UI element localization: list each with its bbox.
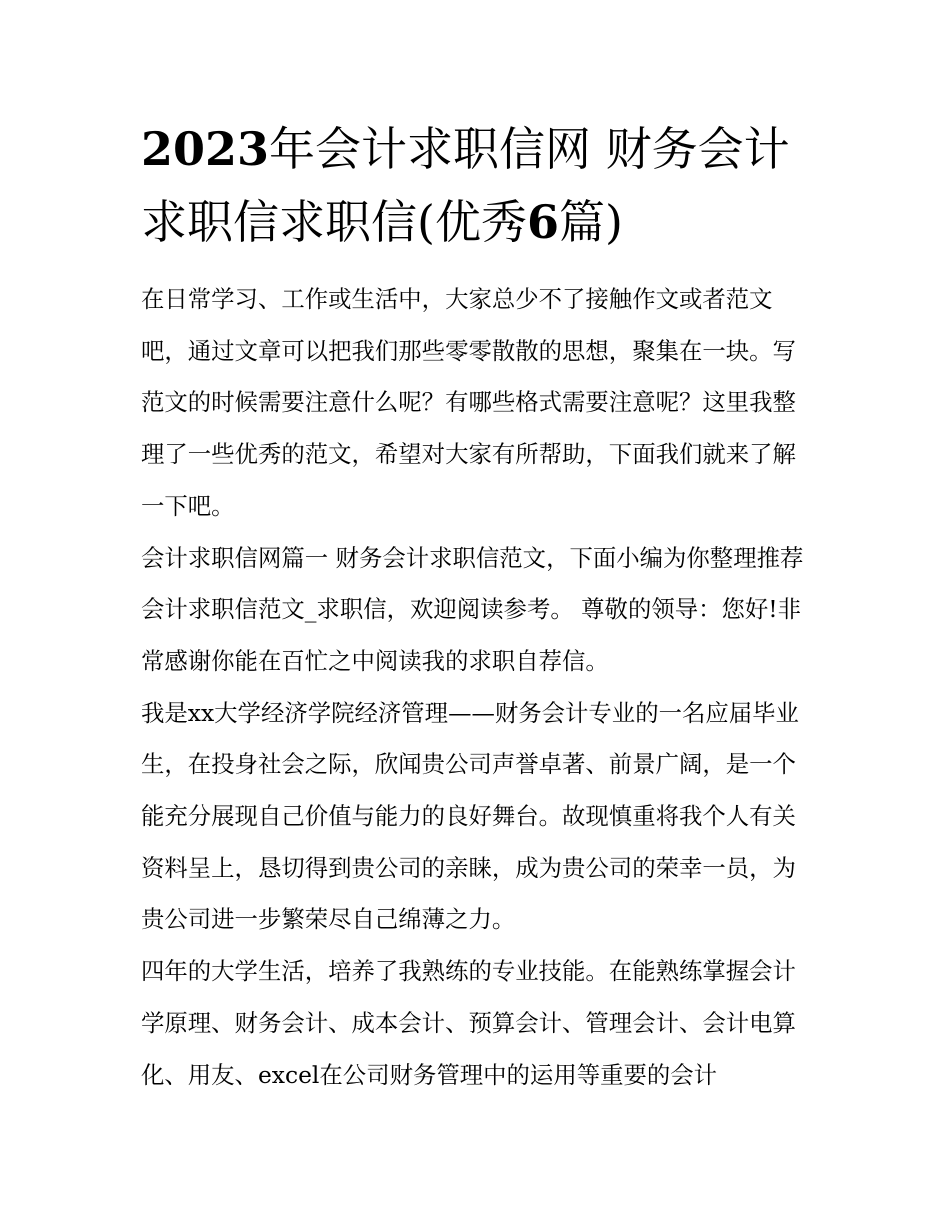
paragraph-university-life: 四年的大学生活，培养了我熟练的专业技能。在能熟练掌握会计学原理、财务会计、成本会计、预算会计、管理会计、会计电算化、用友、excel在公司财务管理中的运用等重要的会计 (141, 957, 796, 1089)
paragraph-section-one: 会计求职信网篇一 财务会计求职信范文，下面小编为你整理推荐会计求职信范文_求职信，欢迎阅读参考。 尊敬的领导：您好!非常感谢你能在百忙之中阅读我的求职自荐信。 (141, 543, 804, 675)
paragraph-self-introduction: 我是xx大学经济学院经济管理——财务会计专业的一名应届毕业生，在投身社会之际，欣闻贵公司声誉卓著、前景广阔，是一个能充分展现自己价值与能力的良好舞台。故现慎重将我个人有关资料呈上，恳切得到贵公司的亲睐，成为贵公司的荣幸一员，为贵公司进一步繁荣尽自己绵薄之力。 (141, 698, 799, 934)
title-text-part2: 篇) (558, 195, 623, 249)
document-title (141, 113, 813, 259)
title-count: 6 (526, 195, 559, 249)
title-year: 2023 (141, 122, 270, 176)
paragraph-intro: 在日常学习、工作或生活中，大家总少不了接触作文或者范文吧，通过文章可以把我们那些零零散散的思想，聚集在一块。写范文的时候需要注意什么呢？有哪些格式需要注意呢？这里我整理了一些优秀的范文，希望对大家有所帮助，下面我们就来了解一下吧。 (141, 285, 796, 520)
document-content (141, 113, 813, 1101)
document-body (141, 274, 813, 1101)
title-text-part1: 年会计求职信网 财务会计求职信求职信(优秀 (141, 122, 790, 249)
